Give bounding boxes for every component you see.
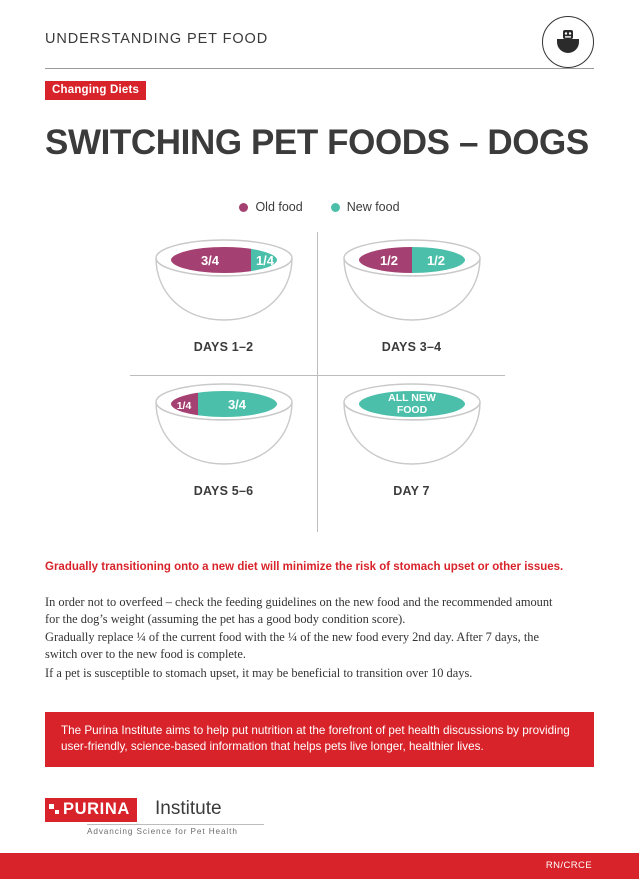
footer-logo: [45, 798, 305, 843]
institute-wordmark: Institute: [155, 798, 222, 819]
bowl-value-new-days-3-4: 1/2: [426, 253, 445, 268]
section-tag: Changing Diets: [45, 81, 146, 100]
page-title: SWITCHING PET FOODS – DOGS: [45, 123, 589, 162]
legend-swatch-new-food: [331, 203, 340, 212]
purina-checkerboard-icon: [49, 804, 60, 815]
bowl-value-old-days-1-2: 3/4: [200, 253, 219, 268]
bowl-label-days-5-6: DAYS 5–6: [193, 484, 254, 498]
page-header: [45, 18, 594, 68]
pet-bowl-icon: [542, 16, 594, 68]
chart-legend: [0, 200, 639, 214]
bowl-cell-days-5-6: [130, 376, 317, 519]
bowl-label-days-1-2: DAYS 1–2: [193, 340, 254, 354]
footer-tagline: Advancing Science for Pet Health: [87, 827, 238, 836]
bowl-icon-days-3-4: [332, 236, 492, 336]
bowl-cell-days-3-4: [318, 232, 505, 375]
bowl-value-old-days-3-4: 1/2: [379, 253, 398, 268]
bowl-label-days-3-4: DAYS 3–4: [381, 340, 442, 354]
footer-code: RN/CRCE: [545, 860, 592, 871]
bowl-value-new-days-1-2: 1/4: [255, 253, 274, 268]
bowl-icon-days-5-6: [144, 380, 304, 480]
svg-text:FOOD: FOOD: [396, 404, 427, 416]
legend-label-new-food: New food: [346, 200, 400, 214]
bowl-value-new-days-5-6: 3/4: [227, 397, 246, 412]
bowl-cell-day-7: [318, 376, 505, 519]
bowl-icon-day-7: [332, 380, 492, 480]
legend-item-new-food: [331, 200, 400, 214]
svg-text:ALL NEW: ALL NEW: [387, 392, 436, 404]
purina-wordmark: PURINA: [45, 798, 137, 822]
bowl-cell-days-1-2: [130, 232, 317, 375]
footer-divider: [87, 824, 264, 825]
legend-label-old-food: Old food: [255, 200, 303, 214]
body-paragraph-2: Gradually replace ¼ of the current food with the ¼ of the new food every 2nd day. After 7 days, the switch over to the new food is complete.: [45, 630, 539, 661]
bowl-icon-days-1-2: [144, 236, 304, 336]
callout-banner: The Purina Institute aims to help put nutrition at the forefront of pet health discussions by providing user-friendly, science-based information that helps pets live longer, healthier lives.: [45, 712, 594, 767]
bowl-diagram-grid: [130, 232, 505, 532]
bowl-label-day-7: DAY 7: [393, 484, 430, 498]
body-paragraph-1: In order not to overfeed – check the feeding guidelines on the new food and the recommended amount for the dog’s weight (assuming the pet has a good body condition score).: [45, 595, 553, 626]
footer-bar: [0, 853, 639, 879]
header-title: UNDERSTANDING PET FOOD: [45, 31, 269, 47]
body-paragraph-3: If a pet is susceptible to stomach upset, it may be beneficial to transition over 10 days.: [45, 666, 473, 680]
bowl-value-old-days-5-6: 1/4: [176, 400, 191, 412]
lead-paragraph: Gradually transitioning onto a new diet will minimize the risk of stomach upset or other issues.: [45, 561, 564, 573]
header-divider: [45, 68, 594, 69]
legend-swatch-old-food: [239, 203, 248, 212]
legend-item-old-food: [239, 200, 302, 214]
